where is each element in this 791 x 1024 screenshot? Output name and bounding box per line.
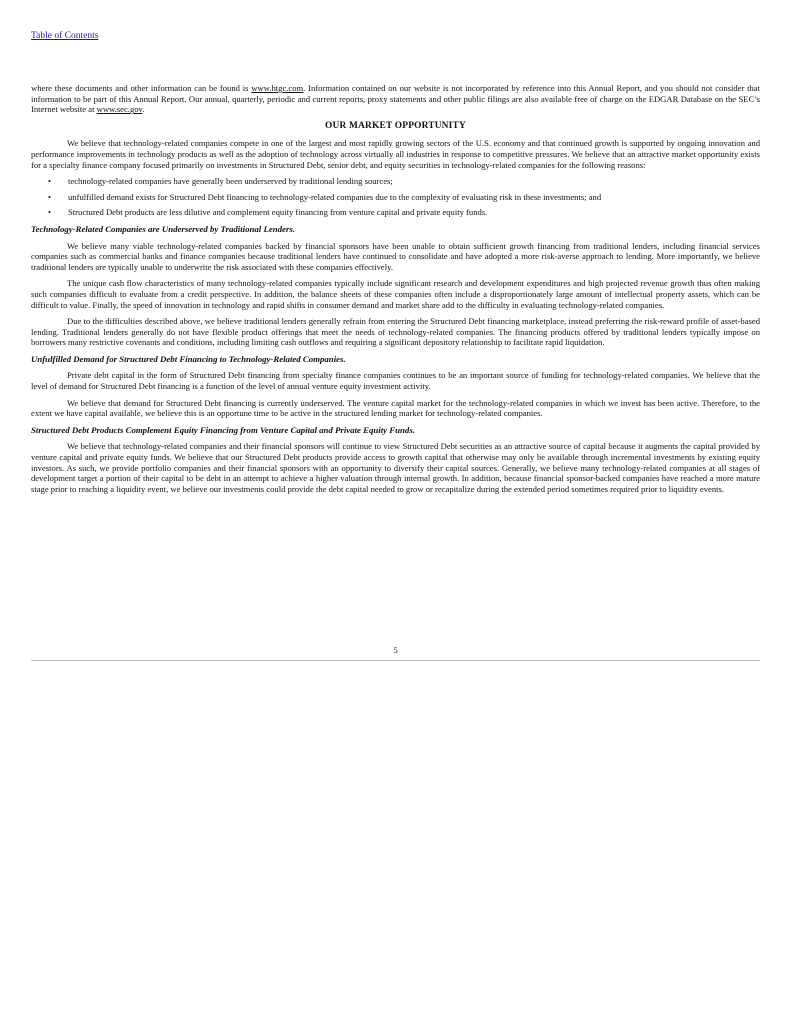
complement-heading: Structured Debt Products Complement Equity Financing from Venture Capital and Private Equity Funds.	[31, 424, 415, 435]
bullet-icon: •	[48, 176, 52, 187]
underserved-heading: Technology-Related Companies are Underserved by Traditional Lenders.	[31, 223, 295, 234]
unfulfilled-paragraph-2: We believe that demand for Structured Debt financing is currently underserved. The venture capital market for the technology-related companies in which we invest has been active. Therefore, to the extent we have capital available, we believe this is an opportune time to be active in the structured lending market for technology-related companies.	[31, 397, 760, 419]
intro-text-3: .	[142, 104, 145, 115]
table-of-contents-link[interactable]: Table of Contents	[31, 31, 99, 41]
unfulfilled-paragraph-1: Private debt capital in the form of Structured Debt financing from specialty finance companies continues to be an important source of funding for technology-related companies. We believe that the level of demand for Structured Debt financing is a function of the level of annual venture equity investment activity.	[31, 370, 760, 392]
list-item-text: Structured Debt products are less dilutive and complement equity financing from venture capital and private equity funds.	[68, 207, 488, 218]
intro-text-1: where these documents and other information can be found is	[31, 83, 252, 93]
list-item-text: technology-related companies have generally been underserved by traditional lending sources;	[68, 176, 393, 187]
unfulfilled-demand-heading: Unfulfilled Demand for Structured Debt Financing to Technology-Related Companies.	[31, 353, 346, 364]
list-item-text: unfulfilled demand exists for Structured Debt financing to technology-related companies due to the complexity of evaluating risk in these investments; and	[68, 191, 602, 202]
underserved-paragraph-2: The unique cash flow characteristics of many technology-related companies typically include significant research and development expenditures and high projected revenue growth thus often making such companies difficult to evaluate from a credit perspective. In addition, the balance sheets of these companies often include a disproportionately large amount of intellectual property assets, which can be difficult to value. Finally, the speed of innovation in technology and rapid shifts in consumer demand and market share add to the difficulty in evaluating technology-related companies.	[31, 278, 760, 310]
htgc-website-link[interactable]: www.htgc.com	[251, 83, 304, 93]
list-item	[31, 207, 760, 218]
document-body	[31, 83, 760, 500]
list-item	[31, 192, 760, 203]
intro-text-2: . Information contained on our website is not incorporated by reference into this Annual Report, and you should not consider that information to be part of this Annual Report. Our annual, quarterly, periodic and current reports, proxy statements and other public filings are also available free of charge on the EDGAR Database on the SEC’s Internet website at	[31, 83, 760, 115]
page-number: 5	[393, 645, 398, 655]
list-item	[31, 176, 760, 187]
sec-website-link[interactable]: www.sec.gov	[96, 104, 143, 115]
page-divider	[31, 660, 760, 661]
intro-paragraph	[31, 83, 760, 115]
underserved-paragraph-1: We believe many viable technology-related companies backed by financial sponsors have been unable to obtain sufficient growth financing from traditional lenders, including financial services companies such as commercial banks and finance companies because traditional lenders have continued to consolidate and have adopted a more risk-averse approach to lending. More importantly, we believe traditional lenders are typically unable to underwrite the risk associated with these companies effectively.	[31, 240, 760, 272]
market-paragraph-1: We believe that technology-related companies compete in one of the largest and most rapidly growing sectors of the U.S. economy and that continued growth is supported by ongoing innovation and performance improvements in technology products as well as the adoption of technology across virtually all industries in response to competitive pressures. We believe that an attractive market opportunity exists for a specialty finance company focused primarily on investments in Structured Debt, senior debt, and equity securities in technology-related companies for the following reasons:	[31, 138, 760, 170]
market-opportunity-heading: OUR MARKET OPPORTUNITY	[325, 120, 466, 131]
complement-paragraph-1: We believe that technology-related companies and their financial sponsors will continue to view Structured Debt securities as an attractive source of capital because it augments the capital provided by venture capital and private equity funds. We believe that our Structured Debt products provide access to growth capital that otherwise may only be available through incremental investments by existing equity investors. As such, we provide portfolio companies and their financial sponsors with an opportunity to diversify their capital sources. Generally, we believe many technology-related companies at all stages of development target a portion of their capital to be debt in an attempt to achieve a higher valuation through internal growth. In addition, because financial sponsor-backed companies have reached a more mature stage prior to reaching a liquidity event, we believe our investments could provide the debt capital needed to grow or recapitalize during the extended period sometimes required prior to liquidity events.	[31, 441, 760, 494]
underserved-paragraph-3: Due to the difficulties described above, we believe traditional lenders generally refrain from entering the Structured Debt financing marketplace, instead preferring the risk-reward profile of asset-based lending. Traditional lenders generally do not have flexible product offerings that meet the needs of technology-related companies. The financing products offered by traditional lenders typically impose on borrowers many restrictive covenants and conditions, including limiting cash outflows and requiring a significant depository relationship to facilitate rapid liquidation.	[31, 316, 760, 348]
bullet-icon: •	[48, 191, 52, 202]
bullet-icon: •	[48, 207, 52, 218]
reasons-list	[31, 176, 760, 218]
